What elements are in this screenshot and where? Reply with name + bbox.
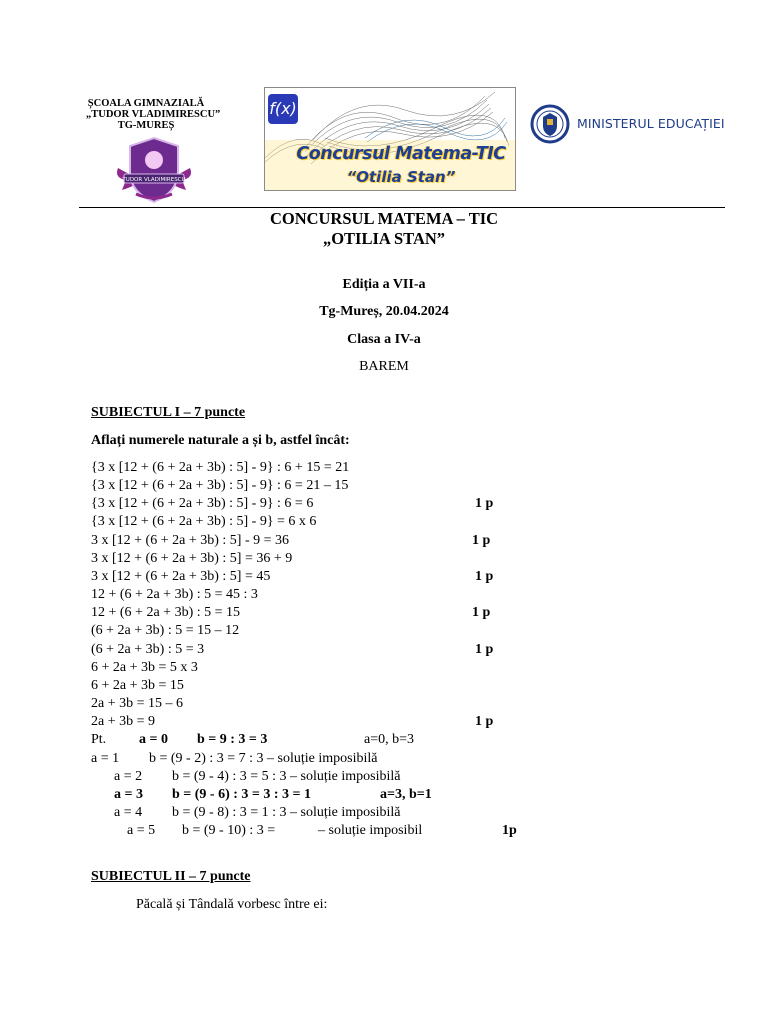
subject-2-intro: Păcală și Tândală vorbesc între ei: [136,897,328,912]
case-b-value: b = (9 - 2) : 3 = 7 : 3 – soluție imposibilă [149,751,378,766]
banner-subtitle: “Otilia Stan” [346,168,456,186]
case-lead: Pt. [91,732,107,747]
subject-2-heading: SUBIECTUL II – 7 puncte [91,869,251,884]
equation-line: 2a + 3b = 15 – 6 [91,696,184,711]
case-b-value: b = (9 - 8) : 3 = 1 : 3 – soluție imposibilă [172,805,401,820]
equation-line: 3 x [12 + (6 + 2a + 3b) : 5] = 45 [91,569,271,584]
ministry-emblem-icon [530,104,570,144]
contest-banner [264,87,516,191]
equation-line: 12 + (6 + 2a + 3b) : 5 = 45 : 3 [91,587,258,602]
grade: Clasa a IV-a [347,332,421,347]
school-name [86,98,221,131]
school-crest-logo [112,134,196,206]
subject-1-heading: SUBIECTUL I – 7 puncte [91,405,246,420]
equation-line: (6 + 2a + 3b) : 5 = 15 – 12 [91,623,240,638]
points-label: 1 p [472,605,491,620]
equation-line: {3 x [12 + (6 + 2a + 3b) : 5] - 9} : 6 = 21 – 15 [91,478,349,493]
points-label: 1p [502,823,517,838]
equation-line: 6 + 2a + 3b = 5 x 3 [91,660,198,675]
case-b-value: b = (9 - 4) : 3 = 5 : 3 – soluție imposibilă [172,769,401,784]
case-a-value: a = 5 [127,823,156,838]
case-note: – soluție imposibil [318,823,423,838]
case-b-value: b = (9 - 6) : 3 = 3 : 3 = 1 [172,787,312,802]
equation-line: {3 x [12 + (6 + 2a + 3b) : 5] - 9} : 6 + 15 = 21 [91,460,350,475]
equation-line: 6 + 2a + 3b = 15 [91,678,184,693]
crest-text: TUDOR VLADIMIRESCU [122,177,186,183]
points-label: 1 p [475,569,494,584]
school-name-line: ȘCOALA GIMNAZIALĂ [87,98,205,109]
equation-line: 12 + (6 + 2a + 3b) : 5 = 15 [91,605,241,620]
location-date: Tg-Mureș, 20.04.2024 [319,304,449,319]
points-label: 1 p [475,642,494,657]
equation-line: 3 x [12 + (6 + 2a + 3b) : 5] = 36 + 9 [91,551,293,566]
subject-1-task: Aflați numerele naturale a și b, astfel încât: [91,433,350,448]
function-icon: f(x) [268,94,298,124]
barem-heading: BAREM [359,359,409,374]
equation-line: (6 + 2a + 3b) : 5 = 3 [91,642,205,657]
contest-subtitle: „OTILIA STAN” [322,229,446,248]
banner-title: Concursul Matema-TIC [296,144,506,164]
points-label: 1 p [475,496,494,511]
case-a-value: a = 0 [139,732,168,747]
points-label: 1 p [472,533,491,548]
case-a-value: a = 1 [91,751,120,766]
header-divider [79,207,725,208]
case-a-value: a = 4 [114,805,143,820]
contest-title: CONCURSUL MATEMA – TIC [269,209,499,228]
equation-line: {3 x [12 + (6 + 2a + 3b) : 5] - 9} = 6 x 6 [91,514,317,529]
case-a-value: a = 3 [114,787,143,802]
equation-line: {3 x [12 + (6 + 2a + 3b) : 5] - 9} : 6 = 6 [91,496,314,511]
equation-line: 2a + 3b = 9 [91,714,156,729]
case-b-value: b = 9 : 3 = 3 [197,732,268,747]
school-name-line: „TUDOR VLADIMIRESCU” [86,109,221,120]
ministry-name: MINISTERUL EDUCAȚIEI [577,116,725,131]
case-b-value: b = (9 - 10) : 3 = [182,823,276,838]
case-result: a=0, b=3 [364,732,415,747]
edition: Ediția a VII-a [342,277,426,292]
case-result: a=3, b=1 [380,787,432,802]
case-a-value: a = 2 [114,769,143,784]
points-label: 1 p [475,714,494,729]
school-name-line: TG-MUREȘ [117,120,175,131]
equation-line: 3 x [12 + (6 + 2a + 3b) : 5] - 9 = 36 [91,533,289,548]
